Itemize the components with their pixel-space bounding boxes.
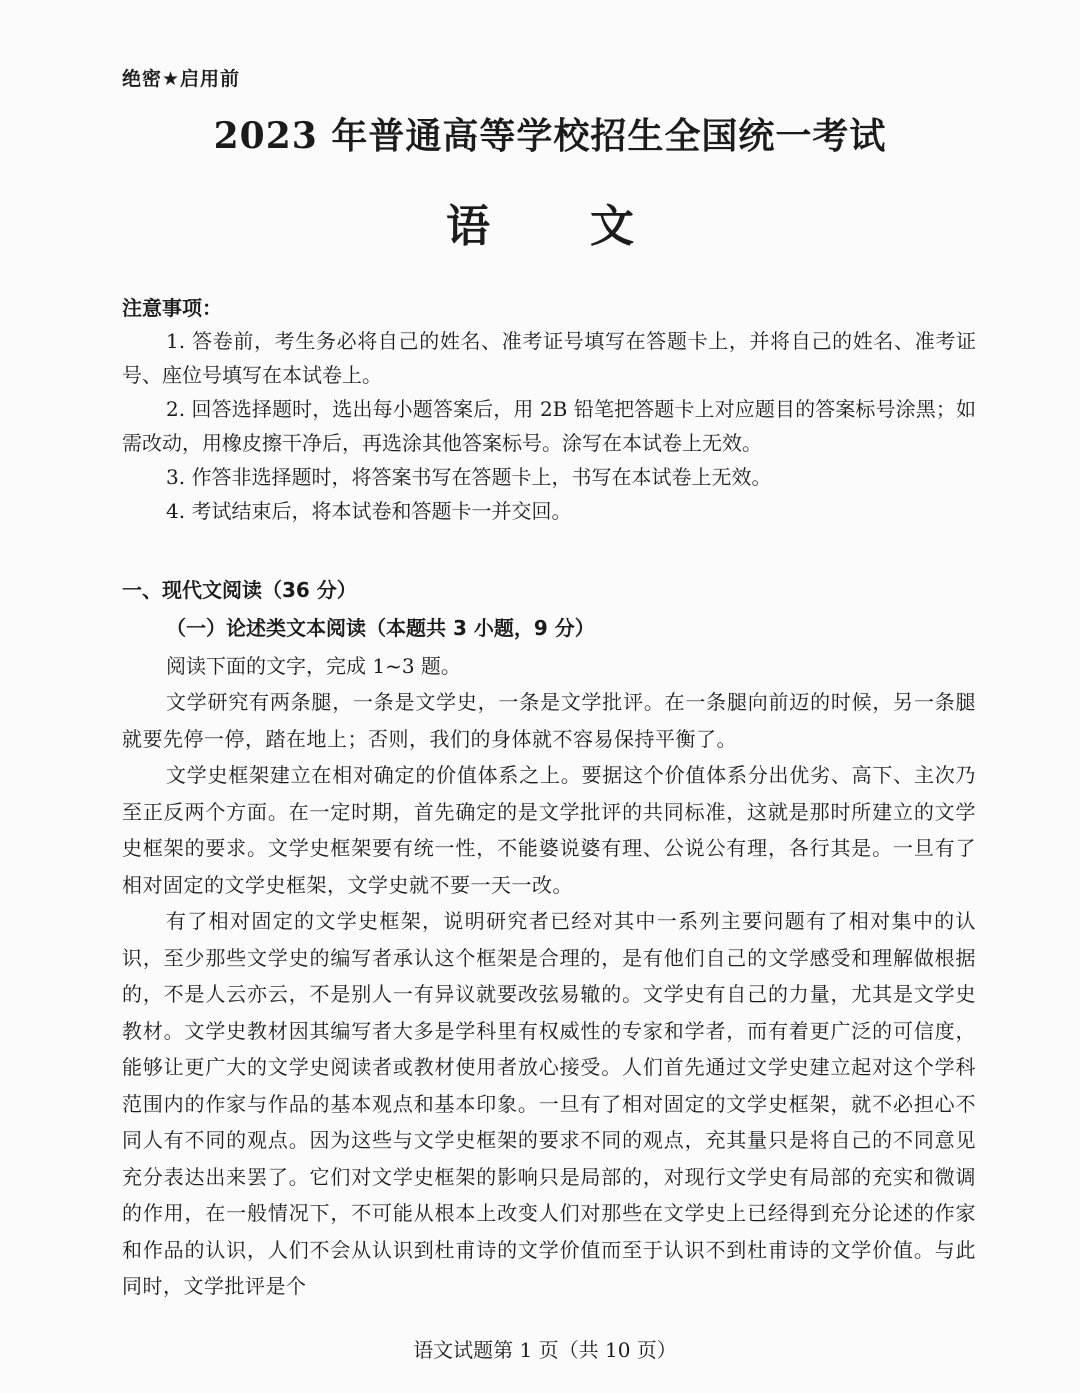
confidential-label: 绝密★启用前 bbox=[122, 68, 241, 90]
passage-paragraph: 有了相对固定的文学史框架，说明研究者已经对其中一系列主要问题有了相对集中的认识，至少那些文学史的编写者承认这个框架是合理的，是有他们自己的文学感受和理解做根据的，不是人云亦云，不是别人一有异议就要改弦易辙的。文学史有自己的力量，尤其是文学史教材。文学史教材因其编写者大多是学科里有权威性的专家和学者，而有着更广泛的可信度，能够让更广大的文学史阅读者或教材使用者放心接受。人们首先通过文学史建立起对这个学科范围内的作家与作品的基本观点和基本印象。一旦有了相对固定的文学史框架，就不必担心不同人有不同的观点。因为这些与文学史框架的要求不同的观点，充其量只是将自己的不同意见充分表达出来罢了。它们对文学史框架的影响只是局部的，对现行文学史有局部的充实和微调的作用，在一般情况下，不可能从根本上改变人们对那些在文学史上已经得到充分论述的作家和作品的认识，人们不会从认识到杜甫诗的文学价值而至于认识不到杜甫诗的文学价值。与此同时，文学批评是个 bbox=[122, 909, 976, 1298]
subsection-heading: （一）论述类文本阅读（本题共 3 小题，9 分） bbox=[166, 616, 595, 640]
notice-item: 1. 答卷前，考生务必将自己的姓名、准考证号填写在答题卡上，并将自己的姓名、准考证号、座位号填写在本试卷上。 bbox=[122, 329, 976, 387]
subject-char: 语 bbox=[446, 201, 490, 252]
passage-paragraph: 文学史框架建立在相对确定的价值体系之上。要据这个价值体系分出优劣、高下、主次乃至正反两个方面。在一定时期，首先确定的是文学批评的共同标准，这就是那时所建立的文学史框架的要求。文学史框架要有统一性，不能婆说婆有理、公说公有理，各行其是。一旦有了相对固定的文学史框架，文学史就不要一天一改。 bbox=[122, 763, 976, 897]
section-heading: 一、现代文阅读（36 分） bbox=[122, 578, 357, 602]
reading-passage bbox=[122, 684, 976, 1305]
notice-item: 3. 作答非选择题时，将答案书写在答题卡上，书写在本试卷上无效。 bbox=[166, 465, 772, 489]
page-footer: 语文试题第 1 页（共 10 页） bbox=[413, 1338, 677, 1362]
notice-item: 2. 回答选择题时，选出每小题答案后，用 2B 铅笔把答题卡上对应题目的答案标号涂黑；如需改动，用橡皮擦干净后，再选涂其他答案标号。涂写在本试卷上无效。 bbox=[122, 397, 976, 455]
notice-list bbox=[122, 324, 976, 528]
subject-char: 文 bbox=[590, 201, 634, 252]
exam-title: 2023 年普通高等学校招生全国统一考试 bbox=[213, 115, 887, 157]
notice-heading: 注意事项： bbox=[122, 296, 222, 320]
reading-instruction: 阅读下面的文字，完成 1~3 题。 bbox=[166, 654, 461, 678]
notice-item: 4. 考试结束后，将本试卷和答题卡一并交回。 bbox=[166, 499, 572, 523]
passage-paragraph: 文学研究有两条腿，一条是文学史，一条是文学批评。在一条腿向前迈的时候，另一条腿就要先停一停，踏在地上；否则，我们的身体就不容易保持平衡了。 bbox=[122, 690, 976, 751]
subject-title bbox=[0, 190, 1080, 254]
